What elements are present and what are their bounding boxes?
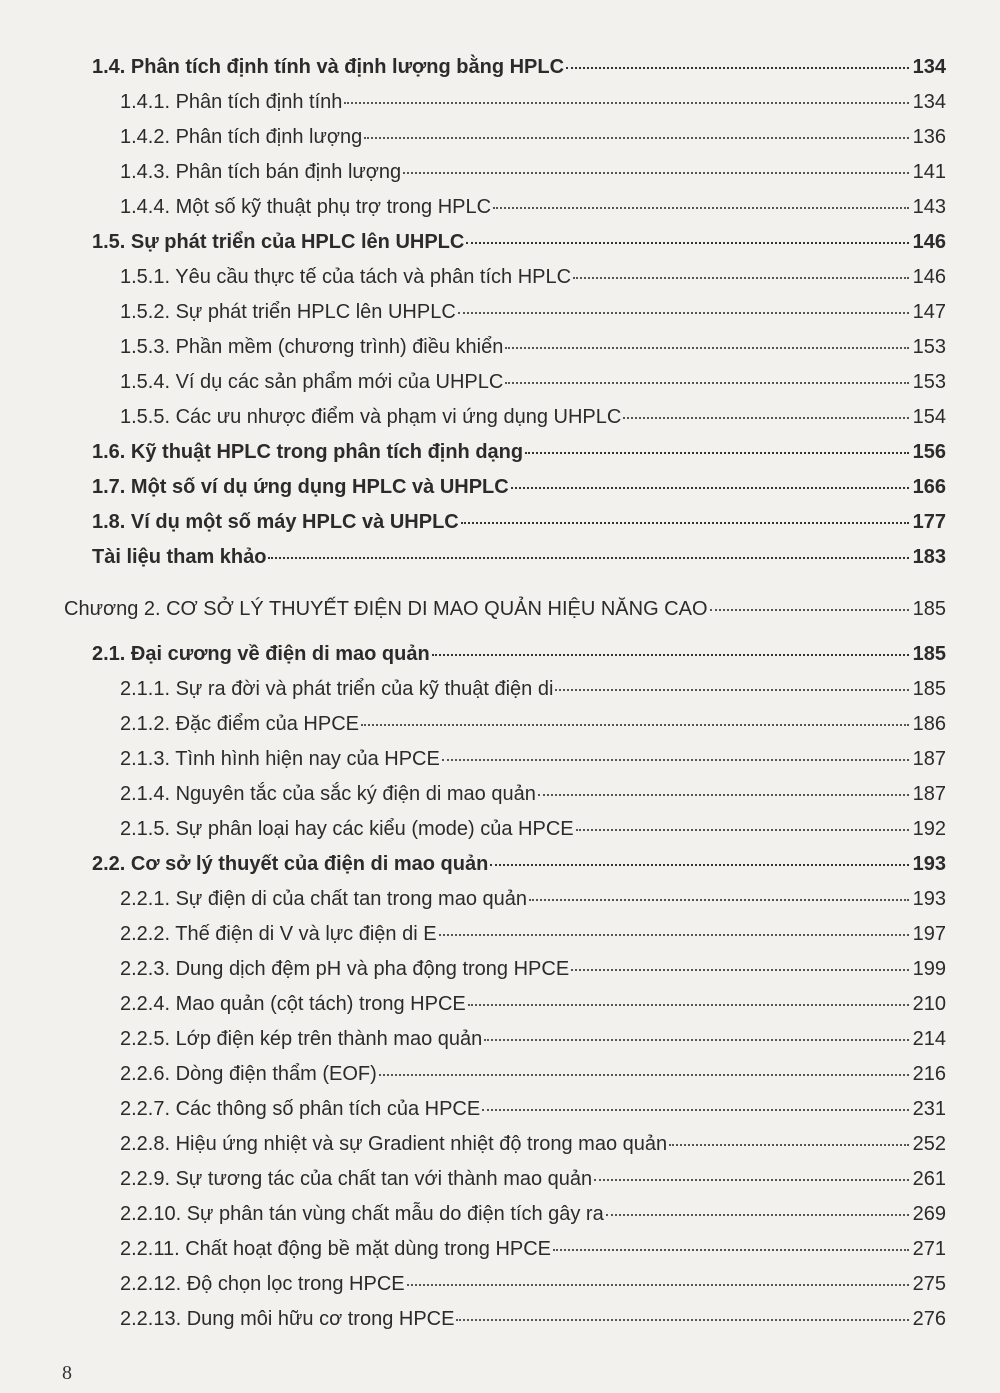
toc-leader-dots xyxy=(669,1144,909,1146)
toc-leader-dots xyxy=(538,794,909,796)
toc-entry-title: 1.4. Phân tích định tính và định lượng bằng HPLC xyxy=(92,56,565,78)
toc-entry-page: 183 xyxy=(912,546,946,568)
toc-entry-page: 153 xyxy=(912,336,946,358)
toc-subsection xyxy=(120,1061,946,1087)
toc-entry-title: 1.4.3. Phân tích bán định lượng xyxy=(120,161,402,183)
toc-leader-dots xyxy=(594,1179,908,1181)
toc-subsection xyxy=(120,264,946,290)
toc-subsection xyxy=(120,676,946,702)
toc-entry-page: 216 xyxy=(912,1063,946,1085)
toc-subsection xyxy=(120,369,946,395)
toc-leader-dots xyxy=(490,864,908,866)
toc-leader-dots xyxy=(379,1074,909,1076)
toc-leader-dots xyxy=(466,242,908,244)
toc-entry-page: 193 xyxy=(912,888,946,910)
toc-subsection xyxy=(120,159,946,185)
toc-section xyxy=(92,851,946,877)
toc-entry-title: 2.2.7. Các thông số phân tích của HPCE xyxy=(120,1098,481,1120)
toc-leader-dots xyxy=(576,829,909,831)
toc-leader-dots xyxy=(529,899,909,901)
toc-section xyxy=(92,439,946,465)
toc-subsection xyxy=(120,1026,946,1052)
toc-entry-page: 187 xyxy=(912,748,946,770)
toc-entry-page: 187 xyxy=(912,783,946,805)
toc-leader-dots xyxy=(606,1214,909,1216)
toc-entry-title: 1.5.3. Phần mềm (chương trình) điều khiển xyxy=(120,336,504,358)
toc-subsection xyxy=(120,299,946,325)
toc-subsection xyxy=(120,816,946,842)
toc-entry-page: 177 xyxy=(912,511,946,533)
toc-entry-page: 197 xyxy=(912,923,946,945)
page-number: 8 xyxy=(62,1362,72,1384)
toc-entry-page: 147 xyxy=(912,301,946,323)
toc-subsection xyxy=(120,1201,946,1227)
toc-entry-page: 185 xyxy=(912,643,946,665)
toc-leader-dots xyxy=(407,1284,909,1286)
toc-entry-page: 252 xyxy=(912,1133,946,1155)
toc-section xyxy=(92,544,946,570)
toc-leader-dots xyxy=(553,1249,909,1251)
toc-entry-title: 2.2.5. Lớp điện kép trên thành mao quản xyxy=(120,1028,483,1050)
toc-leader-dots xyxy=(456,1319,908,1321)
toc-leader-dots xyxy=(484,1039,908,1041)
toc-entry-page: 269 xyxy=(912,1203,946,1225)
toc-entry-page: 134 xyxy=(912,56,946,78)
toc-subsection xyxy=(120,89,946,115)
toc-entry-title: 1.5.2. Sự phát triển HPLC lên UHPLC xyxy=(120,301,456,323)
toc-subsection xyxy=(120,886,946,912)
toc-leader-dots xyxy=(623,417,908,419)
toc-entry-title: 1.4.4. Một số kỹ thuật phụ trợ trong HPLC xyxy=(120,196,492,218)
toc-leader-dots xyxy=(493,207,909,209)
toc-leader-dots xyxy=(364,137,908,139)
toc-entry-page: 186 xyxy=(912,713,946,735)
toc-entry-page: 261 xyxy=(912,1168,946,1190)
toc-leader-dots xyxy=(439,934,909,936)
toc-entry-page: 185 xyxy=(912,598,946,620)
toc-entry-title: 2.2.6. Dòng điện thẩm (EOF) xyxy=(120,1063,377,1085)
toc-subsection xyxy=(120,334,946,360)
toc-entry-page: 231 xyxy=(912,1098,946,1120)
toc-entry-page: 146 xyxy=(912,266,946,288)
toc-entry-page: 271 xyxy=(912,1238,946,1260)
toc-leader-dots xyxy=(571,969,908,971)
toc-entry-title: 1.6. Kỹ thuật HPLC trong phân tích định dạng xyxy=(92,441,524,463)
toc-entry-page: 143 xyxy=(912,196,946,218)
toc-leader-dots xyxy=(468,1004,909,1006)
toc-entry-page: 210 xyxy=(912,993,946,1015)
toc-entry-page: 276 xyxy=(912,1308,946,1330)
toc-entry-page: 141 xyxy=(912,161,946,183)
toc-entry-title: 2.2.8. Hiệu ứng nhiệt và sự Gradient nhiệt độ trong mao quản xyxy=(120,1133,668,1155)
toc-leader-dots xyxy=(555,689,908,691)
toc-subsection xyxy=(120,956,946,982)
toc-entry-title: 2.2.9. Sự tương tác của chất tan với thành mao quản xyxy=(120,1168,593,1190)
toc-entry-page: 192 xyxy=(912,818,946,840)
toc-entry-title: 2.2.4. Mao quản (cột tách) trong HPCE xyxy=(120,993,466,1015)
toc-entry-title: 2.2.13. Dung môi hữu cơ trong HPCE xyxy=(120,1308,455,1330)
toc-section xyxy=(92,229,946,255)
toc-entry-page: 185 xyxy=(912,678,946,700)
toc-entry-page: 153 xyxy=(912,371,946,393)
toc-leader-dots xyxy=(458,312,909,314)
toc-subsection xyxy=(120,991,946,1017)
toc-entry-title: 2.2.2. Thế điện di V và lực điện di E xyxy=(120,923,437,945)
toc-entry-page: 275 xyxy=(912,1273,946,1295)
toc-leader-dots xyxy=(403,172,908,174)
toc-section xyxy=(92,474,946,500)
toc-leader-dots xyxy=(268,557,908,559)
toc-leader-dots xyxy=(344,102,908,104)
toc-leader-dots xyxy=(505,347,908,349)
toc-leader-dots xyxy=(525,452,909,454)
toc-section xyxy=(92,54,946,80)
toc-entry-title: 2.1.5. Sự phân loại hay các kiểu (mode) của HPCE xyxy=(120,818,574,840)
toc-entry-title: 2.2. Cơ sở lý thuyết của điện di mao quản xyxy=(92,853,489,875)
toc-entry-title: 1.5.4. Ví dụ các sản phẩm mới của UHPLC xyxy=(120,371,504,393)
toc-entry-title: 1.5. Sự phát triển của HPLC lên UHPLC xyxy=(92,231,465,253)
toc-subsection xyxy=(120,1236,946,1262)
toc-entry-title: 2.2.11. Chất hoạt động bề mặt dùng trong HPCE xyxy=(120,1238,552,1260)
toc-entry-title: 2.1. Đại cương về điện di mao quản xyxy=(92,643,430,665)
toc-leader-dots xyxy=(505,382,908,384)
toc-subsection xyxy=(120,1131,946,1157)
toc-entry-title: 2.2.10. Sự phân tán vùng chất mẫu do điện tích gây ra xyxy=(120,1203,604,1225)
toc-leader-dots xyxy=(573,277,909,279)
toc-leader-dots xyxy=(361,724,909,726)
toc-entry-page: 214 xyxy=(912,1028,946,1050)
toc-subsection xyxy=(120,711,946,737)
toc-entry-title: 2.2.12. Độ chọn lọc trong HPCE xyxy=(120,1273,405,1295)
toc-entry-title: 1.5.1. Yêu cầu thực tế của tách và phân tích HPLC xyxy=(120,266,572,288)
toc-entry-title: 2.2.3. Dung dịch đệm pH và pha động trong HPCE xyxy=(120,958,570,980)
toc-entry-page: 154 xyxy=(912,406,946,428)
toc-entry-title: 1.4.2. Phân tích định lượng xyxy=(120,126,363,148)
toc-entry-title: Chương 2. CƠ SỞ LÝ THUYẾT ĐIỆN DI MAO QUẢN HIỆU NĂNG CAO xyxy=(64,598,708,620)
toc-entry-title: 2.1.2. Đặc điểm của HPCE xyxy=(120,713,359,735)
toc-leader-dots xyxy=(511,487,909,489)
toc-entry-title: 2.1.1. Sự ra đời và phát triển của kỹ thuật điện di xyxy=(120,678,554,700)
toc-entry-page: 146 xyxy=(912,231,946,253)
toc-entry-page: 134 xyxy=(912,91,946,113)
toc-subsection xyxy=(120,194,946,220)
toc-subsection xyxy=(120,1096,946,1122)
toc-leader-dots xyxy=(461,522,909,524)
toc-section xyxy=(92,641,946,667)
toc-subsection xyxy=(120,1306,946,1332)
toc-leader-dots xyxy=(432,654,909,656)
toc-entry-title: 2.1.3. Tình hình hiện nay của HPCE xyxy=(120,748,440,770)
toc-leader-dots xyxy=(482,1109,908,1111)
toc-entry-page: 199 xyxy=(912,958,946,980)
toc-entry-title: 1.5.5. Các ưu nhược điểm và phạm vi ứng dụng UHPLC xyxy=(120,406,622,428)
toc-subsection xyxy=(120,921,946,947)
toc-entry-page: 193 xyxy=(912,853,946,875)
toc-chapter xyxy=(64,596,946,622)
toc-entry-title: 1.4.1. Phân tích định tính xyxy=(120,91,343,113)
toc-subsection xyxy=(120,746,946,772)
toc-entry-page: 136 xyxy=(912,126,946,148)
toc-entry-page: 166 xyxy=(912,476,946,498)
toc-entry-title: 1.8. Ví dụ một số máy HPLC và UHPLC xyxy=(92,511,459,533)
toc-subsection xyxy=(120,124,946,150)
toc-leader-dots xyxy=(566,67,909,69)
toc-entry-title: 2.2.1. Sự điện di của chất tan trong mao quản xyxy=(120,888,527,910)
toc-entry-title: 2.1.4. Nguyên tắc của sắc ký điện di mao quản xyxy=(120,783,536,805)
toc-entry-title: Tài liệu tham khảo xyxy=(92,546,267,568)
toc-section xyxy=(92,509,946,535)
toc-leader-dots xyxy=(442,759,909,761)
toc-leader-dots xyxy=(710,609,909,611)
toc-entry-page: 156 xyxy=(912,441,946,463)
toc-subsection xyxy=(120,781,946,807)
toc-entry-title: 1.7. Một số ví dụ ứng dụng HPLC và UHPLC xyxy=(92,476,509,498)
toc-subsection xyxy=(120,1166,946,1192)
toc-subsection xyxy=(120,404,946,430)
toc-subsection xyxy=(120,1271,946,1297)
